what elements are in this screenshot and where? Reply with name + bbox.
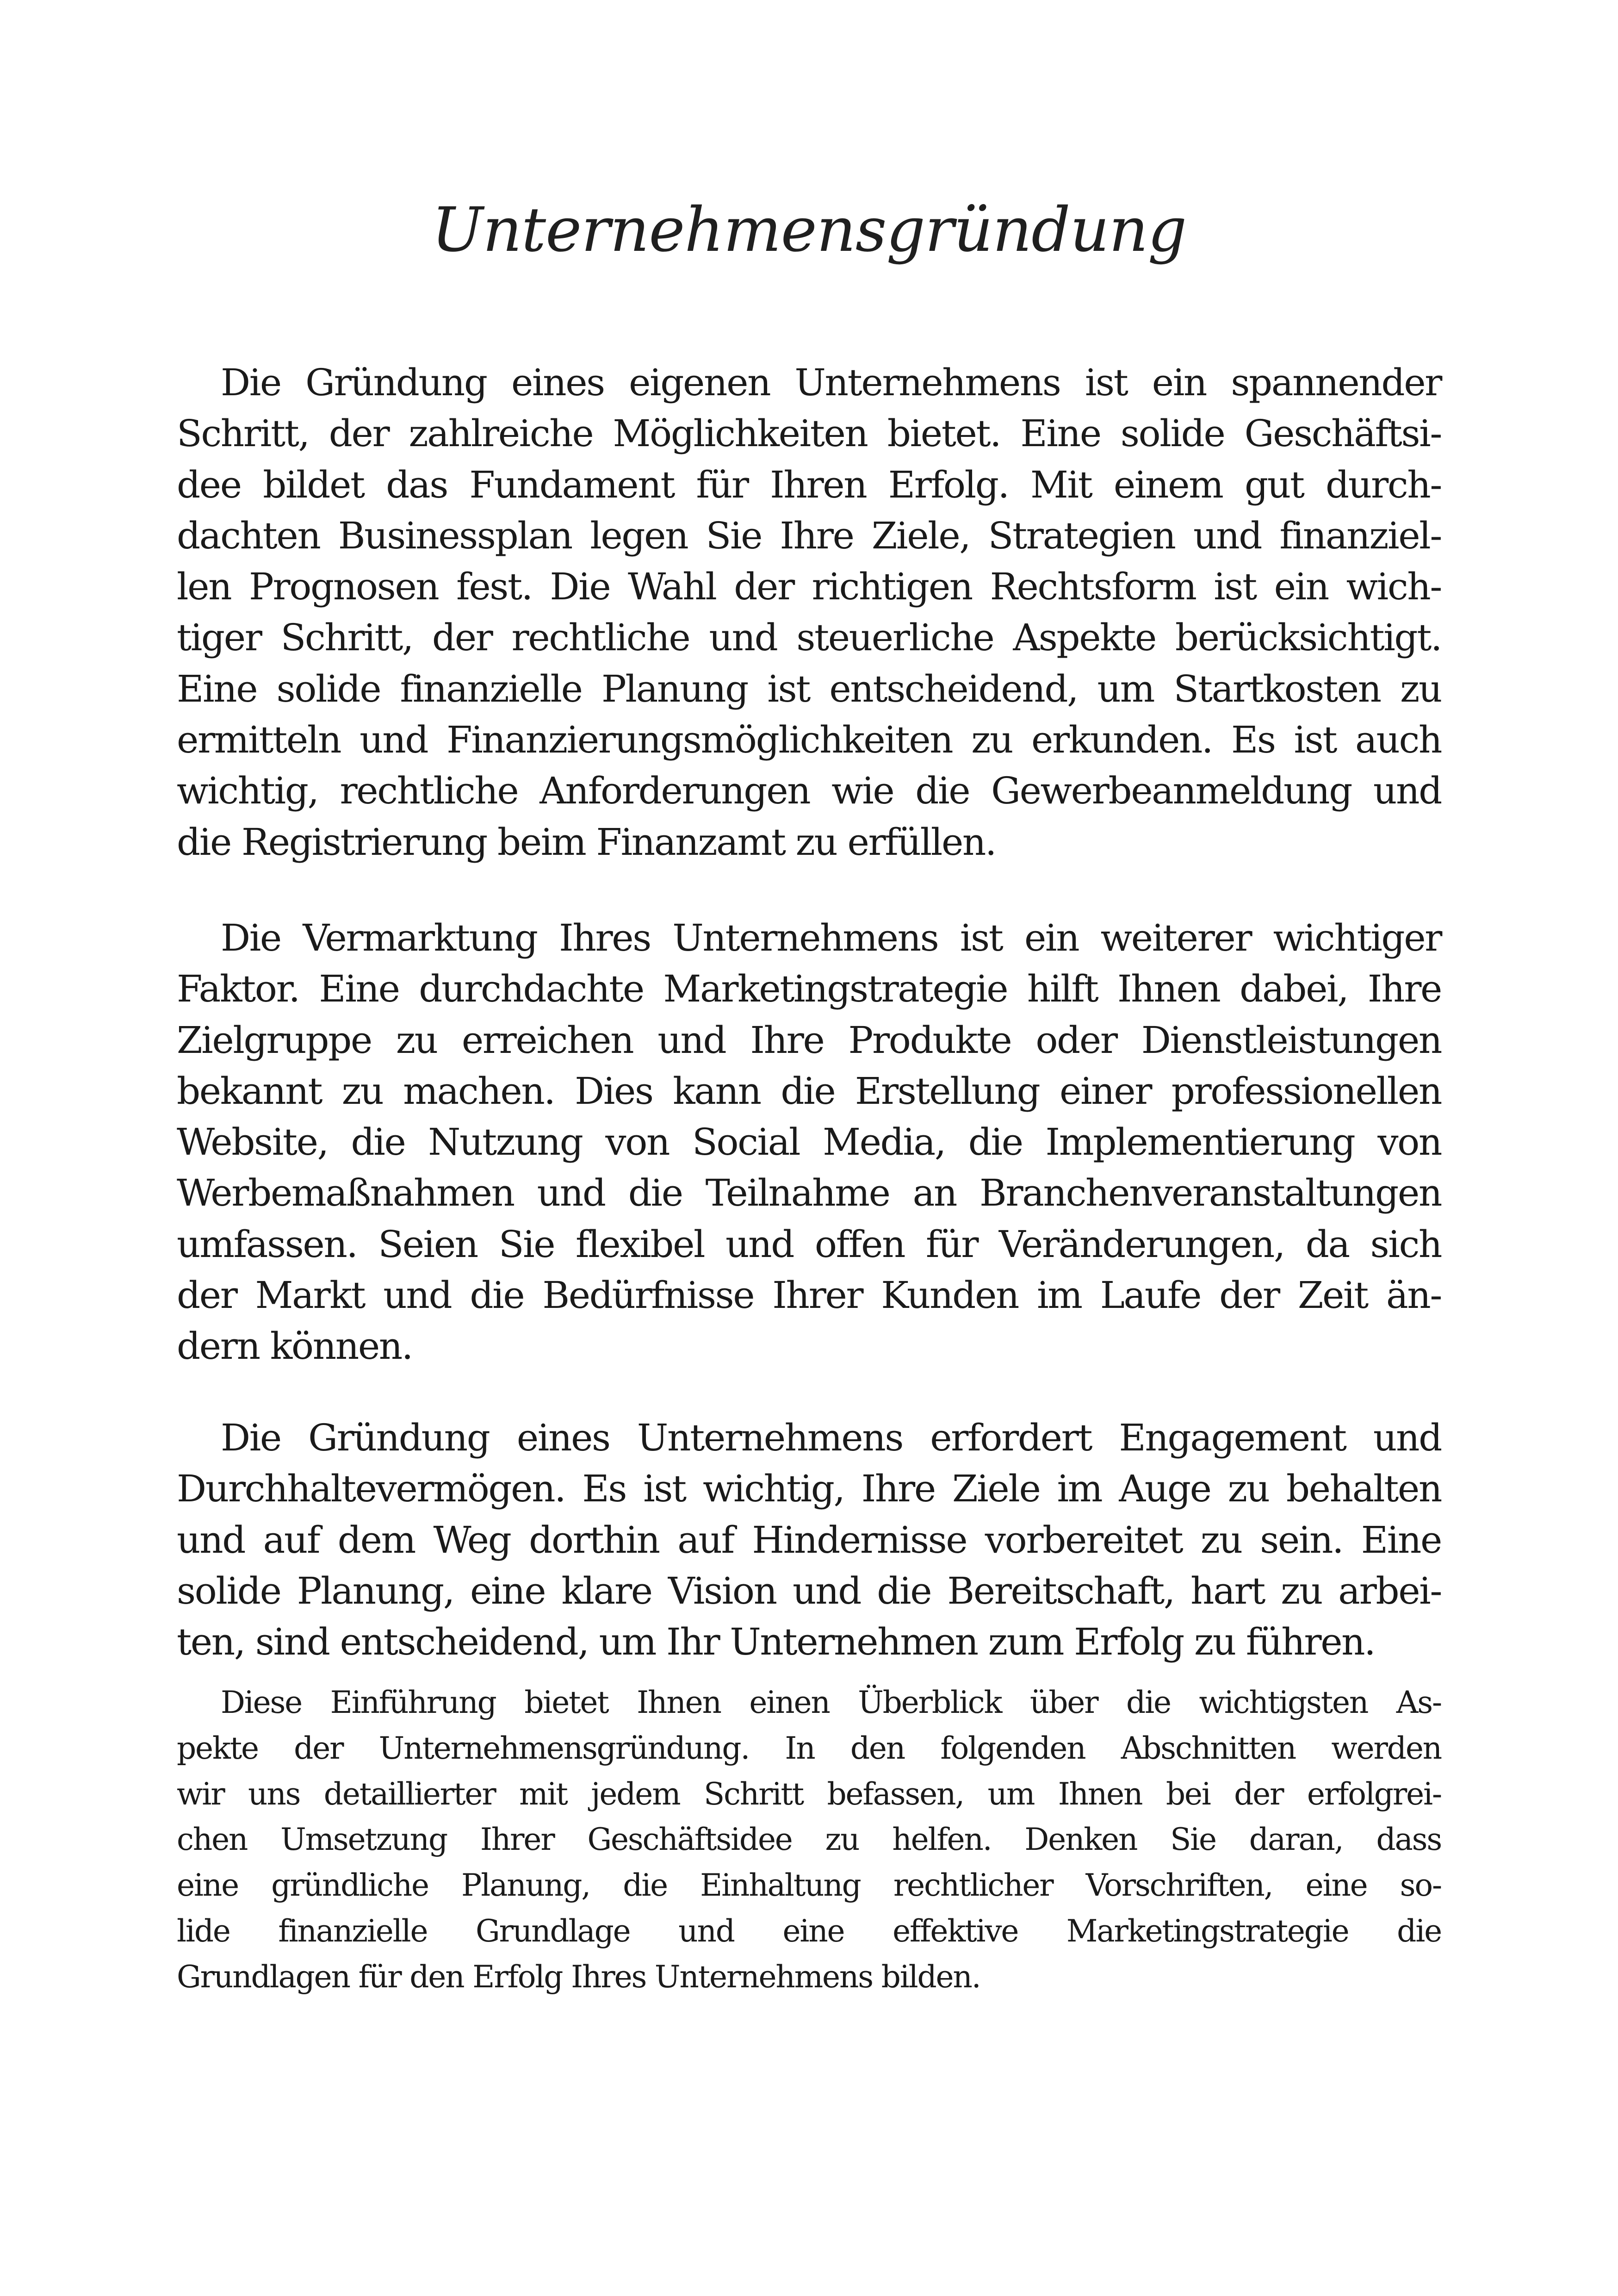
text-line: Diese Einführung bietet Ihnen einen Überblick über die wichtigsten As- <box>221 1685 1441 1720</box>
text-line: wichtig, rechtliche Anforderungen wie die Gewerbeanmeldung und <box>177 769 1441 813</box>
text-line: pekte der Unternehmensgründung. In den folgenden Abschnitten werden <box>177 1730 1441 1766</box>
text-line: len Prognosen fest. Die Wahl der richtigen Rechtsform ist ein wich- <box>177 565 1441 609</box>
text-line: lide finanzielle Grundlage und eine effektive Marketingstrategie die <box>177 1913 1441 1949</box>
page-title: Unternehmensgründung <box>431 194 1187 266</box>
text-line: die Registrierung beim Finanzamt zu erfüllen. <box>177 820 996 864</box>
text-line: Werbemaßnahmen und die Teilnahme an Branchenveranstaltungen <box>177 1171 1441 1215</box>
text-line: Durchhaltevermögen. Es ist wichtig, Ihre Ziele im Auge zu behalten <box>177 1467 1441 1511</box>
paragraph-2 <box>177 913 1441 1372</box>
text-line: tiger Schritt, der rechtliche und steuerliche Aspekte berücksichtigt. <box>177 616 1441 660</box>
text-line: der Markt und die Bedürfnisse Ihrer Kunden im Laufe der Zeit än- <box>177 1274 1441 1317</box>
text-line: wir uns detaillierter mit jedem Schritt befassen, um Ihnen bei der erfolgrei- <box>177 1776 1441 1812</box>
paragraph-1 <box>177 357 1441 868</box>
text-line: dee bildet das Fundament für Ihren Erfolg. Mit einem gut durch- <box>177 463 1441 506</box>
text-line: solide Planung, eine klare Vision und die Bereitschaft, hart zu arbei- <box>177 1569 1441 1612</box>
text-line: Eine solide finanzielle Planung ist entscheidend, um Startkosten zu <box>177 667 1441 710</box>
text-line: dern können. <box>177 1325 412 1368</box>
text-line: Zielgruppe zu erreichen und Ihre Produkte oder Dienstleistungen <box>177 1018 1441 1062</box>
text-line: Die Gründung eines eigenen Unternehmens ist ein spannender <box>221 361 1441 404</box>
text-line: ten, sind entscheidend, um Ihr Unternehmen zum Erfolg zu führen. <box>177 1620 1375 1664</box>
text-line: dachten Businessplan legen Sie Ihre Ziele, Strategien und finanziel- <box>177 514 1441 557</box>
text-line: Schritt, der zahlreiche Möglichkeiten bietet. Eine solide Geschäftsi- <box>177 412 1441 455</box>
text-line: chen Umsetzung Ihrer Geschäftsidee zu helfen. Denken Sie daran, dass <box>177 1822 1441 1858</box>
text-line: Website, die Nutzung von Social Media, die Implementierung von <box>177 1120 1441 1164</box>
text-line: umfassen. Seien Sie flexibel und offen für Veränderungen, da sich <box>177 1222 1441 1266</box>
text-line: Die Gründung eines Unternehmens erfordert Engagement und <box>221 1416 1441 1459</box>
text-line: Grundlagen für den Erfolg Ihres Unternehmens bilden. <box>177 1959 980 1995</box>
text-line: eine gründliche Planung, die Einhaltung rechtlicher Vorschriften, eine so- <box>177 1867 1441 1904</box>
text-line: Die Vermarktung Ihres Unternehmens ist ein weiterer wichtiger <box>221 916 1441 959</box>
text-line: Faktor. Eine durchdachte Marketingstrategie hilft Ihnen dabei, Ihre <box>177 967 1441 1011</box>
paragraph-4-summary <box>177 1680 1441 2000</box>
text-line: und auf dem Weg dorthin auf Hindernisse vorbereitet zu sein. Eine <box>177 1518 1441 1562</box>
text-line: bekannt zu machen. Dies kann die Erstellung einer professionellen <box>177 1069 1441 1113</box>
text-line: ermitteln und Finanzierungsmöglichkeiten zu erkunden. Es ist auch <box>177 718 1441 762</box>
paragraph-3 <box>177 1412 1441 1668</box>
